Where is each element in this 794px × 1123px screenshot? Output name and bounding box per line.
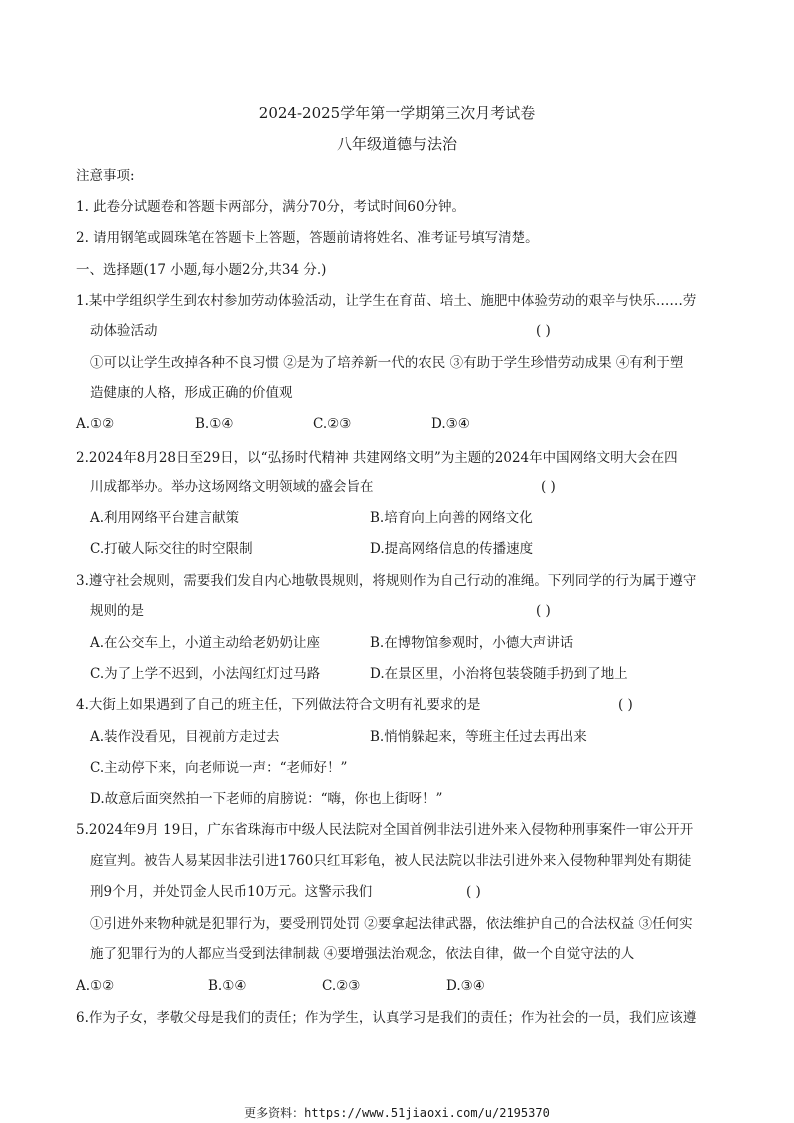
q3-option-b: B.在博物馆参观时，小德大声讲话 xyxy=(370,635,574,651)
q2-stem-line1: 2.2024年8月28日至29日，以“弘扬时代精神 共建网络文明”为主题的2024年中国网络文明大会在四 xyxy=(76,450,678,466)
q1-stem-line1: 1.某中学组织学生到农村参加劳动体验活动，让学生在育苗、培土、施肥中体验劳动的艰辛与快乐……劳 xyxy=(76,293,697,309)
notice-heading: 注意事项: xyxy=(76,168,135,184)
q5-option-a: A.①② xyxy=(76,978,115,994)
q1-option-c: C.②③ xyxy=(313,416,352,432)
q5-statements-line1: ①引进外来物种就是犯罪行为，要受刑罚处罚 ②要拿起法律武器，依法维护自己的合法权益 ③任何实 xyxy=(90,916,693,932)
q5-stem-line2: 庭宣判。被告人易某因非法引进1760只红耳彩龟，被人民法院以非法引进外来入侵物种罪判处有期徒 xyxy=(90,853,692,869)
q5-option-d: D.③④ xyxy=(446,978,485,994)
footer-link[interactable]: 更多资料：https://www.51jiaoxi.com/u/2195370 xyxy=(244,1106,550,1120)
q6-stem-line1: 6.作为子女，孝敬父母是我们的责任；作为学生，认真学习是我们的责任；作为社会的一员，我们应该遵 xyxy=(76,1010,697,1026)
q5-option-b: B.①④ xyxy=(208,978,247,994)
q3-answer-paren: ( ) xyxy=(536,603,551,619)
q4-option-a: A.装作没看见，目视前方走过去 xyxy=(90,729,280,745)
q1-statements-line2: 造健康的人格，形成正确的价值观 xyxy=(90,385,293,401)
exam-title: 2024-2025学年第一学期第三次月考试卷 xyxy=(258,104,536,122)
q2-option-b: B.培育向上向善的网络文化 xyxy=(370,510,533,526)
q5-statements-line2: 施了犯罪行为的人都应当受到法律制裁 ④要增强法治观念，依法自律，做一个自觉守法的人 xyxy=(90,946,635,962)
q5-answer-paren: ( ) xyxy=(466,884,481,900)
q2-answer-paren: ( ) xyxy=(541,479,556,495)
q1-statements-line1: ①可以让学生改掉各种不良习惯 ②是为了培养新一代的农民 ③有助于学生珍惜劳动成果 ④有利于塑 xyxy=(90,355,684,371)
q5-stem-line3: 刑9个月，并处罚金人民币10万元。这警示我们 xyxy=(90,884,373,900)
q1-option-b: B.①④ xyxy=(195,416,234,432)
q4-option-c: C.主动停下来，向老师说一声：“老师好！” xyxy=(90,760,348,776)
q5-option-c: C.②③ xyxy=(322,978,361,994)
notice-item-1: 1. 此卷分试题卷和答题卡两部分，满分70分，考试时间60分钟。 xyxy=(76,199,466,215)
q4-option-d: D.故意后面突然拍一下老师的肩膀说：“嗨，你也上街呀！” xyxy=(90,791,443,807)
q4-option-b: B.悄悄躲起来，等班主任过去再出来 xyxy=(370,729,587,745)
q3-option-a: A.在公交车上，小道主动给老奶奶让座 xyxy=(90,635,321,651)
q1-option-d: D.③④ xyxy=(431,416,470,432)
q1-stem-line2: 动体验活动 xyxy=(90,323,158,339)
q2-option-a: A.利用网络平台建言献策 xyxy=(90,510,240,526)
q4-stem-line1: 4.大街上如果遇到了自己的班主任，下列做法符合文明有礼要求的是 xyxy=(76,697,481,713)
q3-stem-line1: 3.遵守社会规则，需要我们发自内心地敬畏规则，将规则作为自己行动的准绳。下列同学的行为属于遵守 xyxy=(76,573,697,589)
q5-stem-line1: 5.2024年9月 19日，广东省珠海市中级人民法院对全国首例非法引进外来入侵物种刑事案件一审公开开 xyxy=(76,822,694,838)
q1-answer-paren: ( ) xyxy=(536,323,551,339)
notice-item-2: 2. 请用钢笔或圆珠笔在答题卡上答题，答题前请将姓名、准考证号填写清楚。 xyxy=(76,230,539,246)
q3-option-c: C.为了上学不迟到，小法闯红灯过马路 xyxy=(90,666,321,682)
q4-answer-paren: ( ) xyxy=(618,697,633,713)
section-heading: 一、选择题(17 小题,每小题2分,共34 分.) xyxy=(76,262,327,278)
q2-option-c: C.打破人际交往的时空限制 xyxy=(90,541,253,557)
q2-option-d: D.提高网络信息的传播速度 xyxy=(370,541,534,557)
q3-option-d: D.在景区里，小治将包装袋随手扔到了地上 xyxy=(370,666,628,682)
q1-option-a: A.①② xyxy=(76,416,115,432)
q3-stem-line2: 规则的是 xyxy=(90,603,144,619)
exam-subject: 八年级道德与法治 xyxy=(336,135,457,153)
q2-stem-line2: 川成都举办。举办这场网络文明领域的盛会旨在 xyxy=(90,479,374,495)
